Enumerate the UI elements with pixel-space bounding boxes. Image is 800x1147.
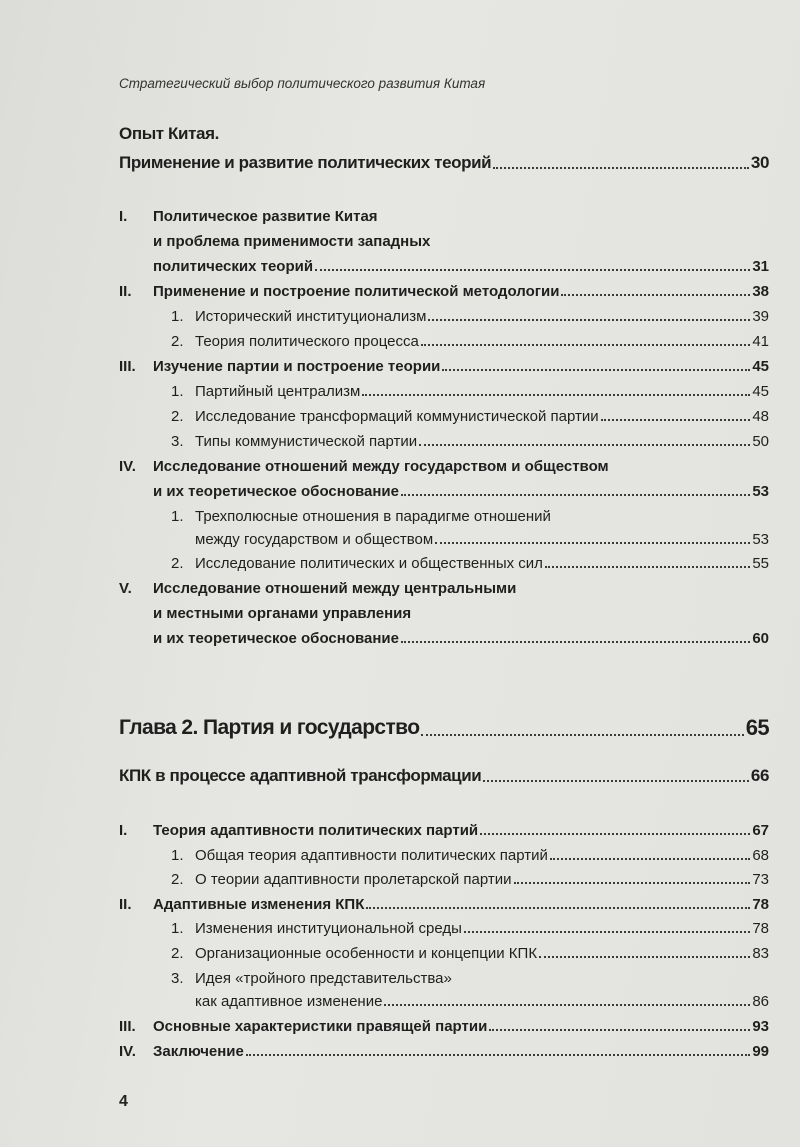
toc-entry-text: Исследование политических и общественных сил [195,554,543,572]
leader-dots [401,494,750,496]
leader-dots [421,734,743,736]
leader-dots [401,641,750,643]
toc-entry [171,965,769,987]
toc-page-number: 66 [750,766,769,786]
toc-entry [153,478,769,500]
toc-entry-text: Организационные особенности и концепции КПК [195,944,538,962]
toc-entry [153,228,769,250]
leader-dots [428,319,750,321]
toc-page-number: 30 [750,153,769,173]
toc-entry [153,253,769,275]
toc-roman-number: II. [119,282,132,300]
toc-arabic-number: 1. [171,919,184,937]
toc-roman-number: I. [119,821,128,839]
leader-dots [480,833,750,835]
toc-arabic-number: 2. [171,870,184,888]
toc-entry-text: Исторический институционализм [195,307,427,325]
toc-entry-text: Теория политического процесса [195,332,419,350]
toc-entry [119,1013,769,1035]
toc-entry-text: Исследование трансформаций коммунистической партии [195,407,599,425]
leader-dots [464,931,750,933]
leader-dots [561,294,750,296]
toc-entry [119,353,769,375]
toc-arabic-number: 3. [171,969,184,987]
toc-entry-text: Применение и построение политической методологии [153,282,560,300]
toc-page-number: 67 [752,821,769,839]
toc-page-number: 99 [752,1042,769,1060]
toc-entry [119,891,769,913]
toc-arabic-number: 1. [171,382,184,400]
toc-chapter-entry [119,710,769,740]
toc-roman-number: III. [119,357,136,375]
leader-dots [514,882,751,884]
toc-arabic-number: 2. [171,332,184,350]
toc-entry [153,625,769,647]
toc-entry-text: Общая теория адаптивности политических партий [195,846,548,864]
toc-entry-text: Типы коммунистической партии [195,432,418,450]
running-head: Стратегический выбор политического развития Китая [119,76,486,91]
toc-page-number: 78 [752,919,769,937]
toc-entry-text: Идея «тройного представительства» [195,969,452,987]
leader-dots [601,419,751,421]
toc-entry [119,278,769,300]
leader-dots [362,394,750,396]
toc-arabic-number: 2. [171,944,184,962]
leader-dots [246,1054,750,1056]
toc-entry-text: как адаптивное изменение [195,992,383,1010]
leader-dots [419,444,750,446]
toc-page-number: 45 [752,382,769,400]
toc-entry [195,988,769,1010]
toc-entry [119,203,769,225]
toc-page-number: 48 [752,407,769,425]
toc-arabic-number: 1. [171,846,184,864]
toc-arabic-number: 2. [171,407,184,425]
toc-roman-number: IV. [119,457,136,475]
toc-page-number: 39 [752,307,769,325]
toc-page-number: 38 [752,282,769,300]
toc-entry-text: Политическое развитие Китая [153,207,378,225]
toc-entry-text: О теории адаптивности пролетарской партии [195,870,512,888]
toc-arabic-number: 2. [171,554,184,572]
toc-entry [171,866,769,888]
toc-entry [171,915,769,937]
toc-entry [171,842,769,864]
toc-entry [171,403,769,425]
toc-page-number: 86 [752,992,769,1010]
toc-entry-text: Заключение [153,1042,244,1060]
toc-entry-text: КПК в процессе адаптивной трансформации [119,766,482,786]
leader-dots [435,542,750,544]
leader-dots [421,344,750,346]
toc-entry [171,550,769,572]
page-number: 4 [119,1093,128,1110]
toc-roman-number: IV. [119,1042,136,1060]
toc-page-number: 78 [752,895,769,913]
toc-page-number: 83 [752,944,769,962]
toc-entry [171,378,769,400]
toc-page-number: 53 [752,530,769,548]
toc-entry-text: Теория адаптивности политических партий [153,821,479,839]
leader-dots [545,566,750,568]
leader-dots [489,1029,750,1031]
toc-arabic-number: 1. [171,507,184,525]
toc-entry [171,503,769,525]
leader-dots [315,269,750,271]
leader-dots [493,167,749,169]
toc-entry-text: Глава 2. Партия и государство [119,715,420,739]
toc-page-number: 93 [752,1017,769,1035]
toc-entry [119,1038,769,1060]
toc-page-number: 60 [752,629,769,647]
toc-entry-text: между государством и обществом [195,530,434,548]
leader-dots [442,369,750,371]
toc-entry [119,575,769,597]
toc-entry [195,526,769,548]
toc-entry-text: и их теоретическое обоснование [153,629,399,647]
toc-arabic-number: 3. [171,432,184,450]
toc-page-number: 55 [752,554,769,572]
toc-entry-text: Изучение партии и построение теории [153,357,441,375]
toc-entry-text: Применение и развитие политических теорий [119,153,492,173]
leader-dots [539,956,750,958]
toc-entry-text: и местными органами управления [153,604,412,622]
toc-entry-text: Исследование отношений между центральными [153,579,517,597]
toc-page-number: 41 [752,332,769,350]
toc-entry-text: Основные характеристики правящей партии [153,1017,488,1035]
toc-roman-number: III. [119,1017,136,1035]
toc-entry-text: Партийный централизм [195,382,361,400]
toc-entry [171,940,769,962]
toc-arabic-number: 1. [171,307,184,325]
toc-entry [119,764,769,786]
toc-entry-text: политических теорий [153,257,314,275]
leader-dots [384,1004,750,1006]
toc-entry-text: Изменения институциональной среды [195,919,462,937]
toc-page-number: 45 [752,357,769,375]
toc-page-number: 31 [752,257,769,275]
leader-dots [550,858,750,860]
leader-dots [483,780,749,782]
toc-entry [119,122,769,144]
toc-page-number: 50 [752,432,769,450]
toc-entry-text: и проблема применимости западных [153,232,431,250]
leader-dots [366,907,750,909]
toc-entry-text: и их теоретическое обоснование [153,482,399,500]
toc-entry-text: Опыт Китая. [119,124,219,144]
toc-page-number: 68 [752,846,769,864]
toc-entry [171,428,769,450]
toc-entry [119,151,769,173]
toc-entry [171,328,769,350]
toc-roman-number: II. [119,895,132,913]
toc-entry [119,817,769,839]
toc-page-number: 53 [752,482,769,500]
toc-entry [153,600,769,622]
toc-page-number: 73 [752,870,769,888]
toc-entry-text: Трехполюсные отношения в парадигме отношений [195,507,551,525]
toc-entry-text: Адаптивные изменения КПК [153,895,365,913]
toc-entry [171,303,769,325]
toc-entry [119,453,769,475]
toc-page-number: 65 [745,714,769,740]
toc-roman-number: V. [119,579,132,597]
toc-roman-number: I. [119,207,128,225]
toc-entry-text: Исследование отношений между государством и обществом [153,457,609,475]
